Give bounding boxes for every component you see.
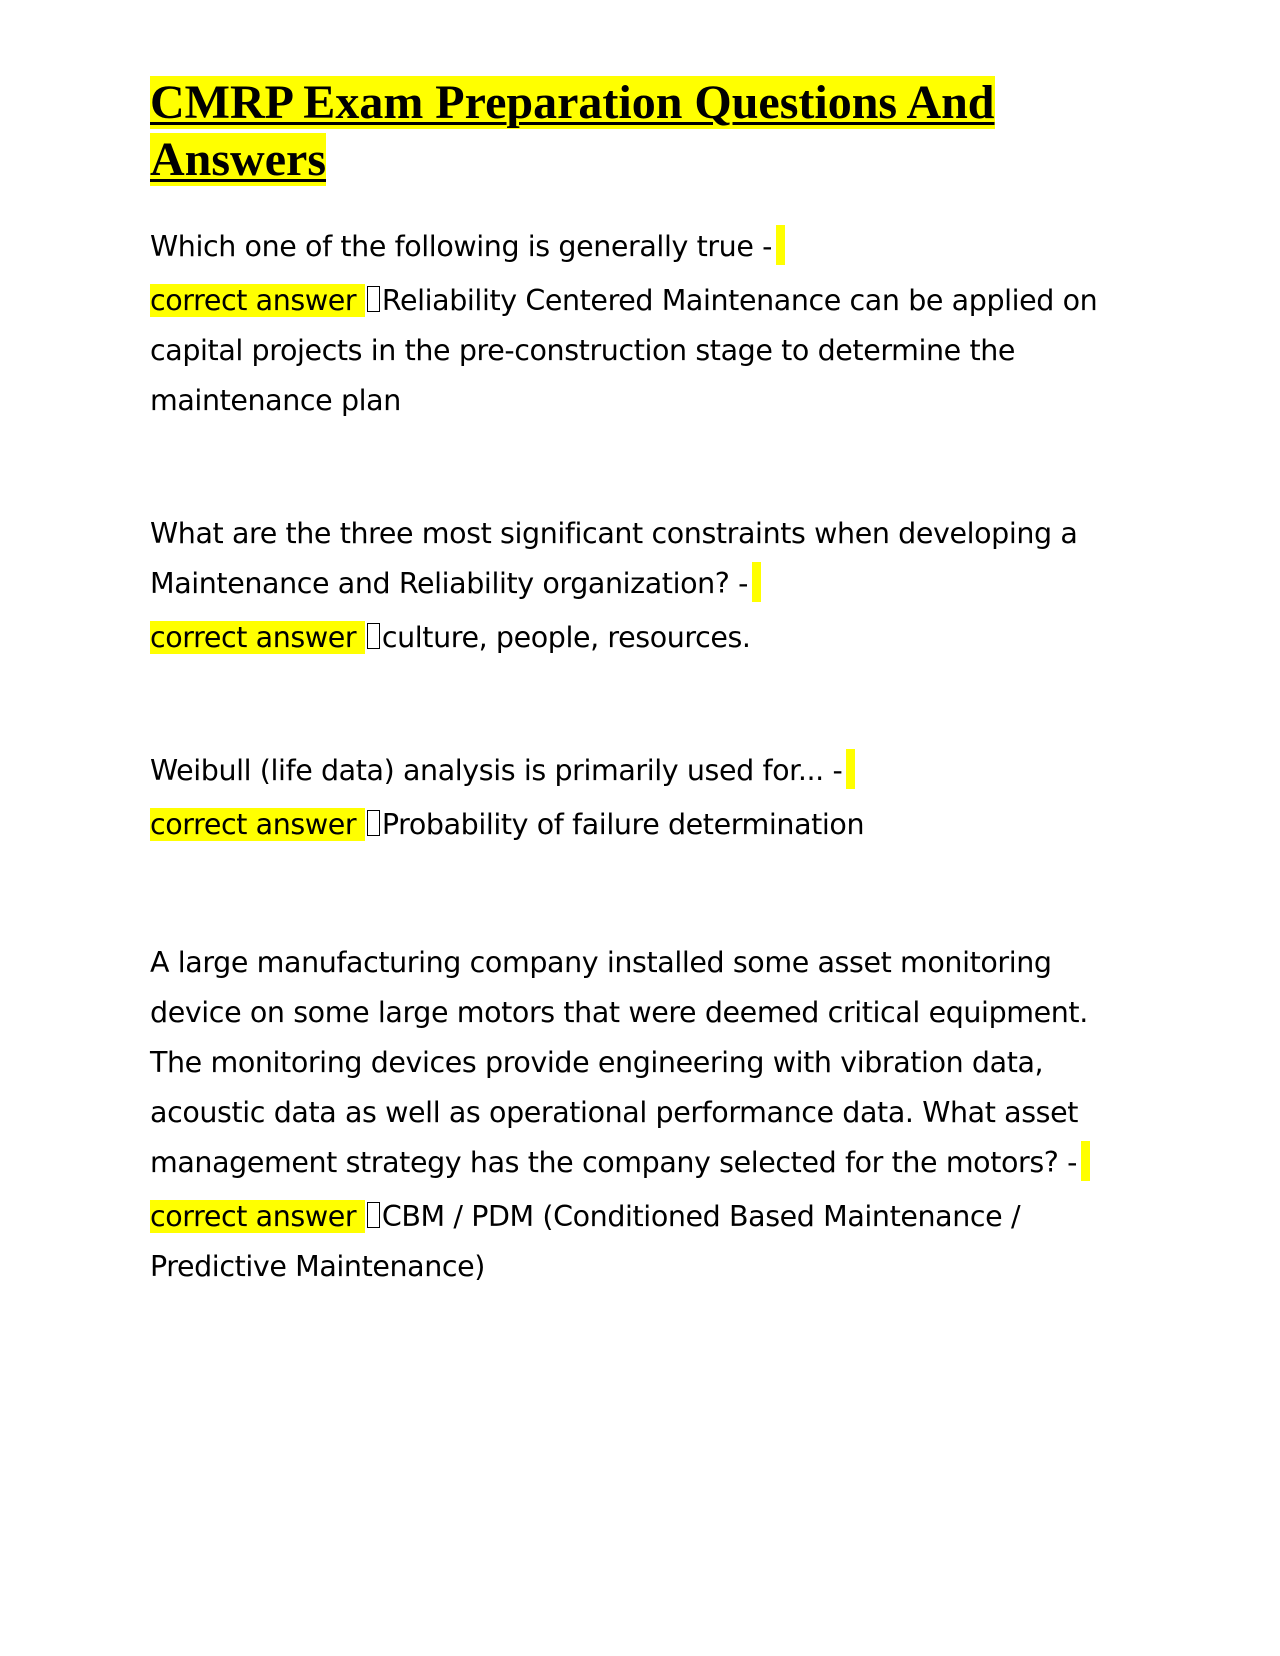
question-1-text: Which one of the following is generally true - [150,230,773,263]
title-highlight: CMRP Exam Preparation Questions And Answers [150,76,995,186]
answer-label: correct answer [150,284,365,317]
highlight-marker [846,749,855,789]
answer-label: correct answer [150,621,365,654]
question-3-text: Weibull (life data) analysis is primarily used for... - [150,754,843,787]
question-4-text: A large manufacturing company installed some asset monitoring device on some large motors that were deemed critical equipment. The monitoring devices provide engineering with vibration data, acoustic data as well as operational performance data. What asset management strategy has the company selected for the motors? - [150,946,1088,1179]
answer-label: correct answer [150,1200,365,1233]
highlight-marker [752,562,761,602]
highlight-marker [776,225,785,265]
answer-3-text: Probability of failure determination [381,808,865,841]
missing-glyph-box-icon [367,810,380,836]
question-text [150,746,1130,796]
answer-2-text: culture, people, resources. [381,621,751,654]
question-text [150,222,1130,272]
question-2-text: What are the three most significant constraints when developing a Maintenance and Reliability organization? - [150,517,1078,600]
qa-item-2 [150,509,1130,663]
answer-text [150,800,1130,850]
document-title [150,74,1130,188]
answer-1-text: Reliability Centered Maintenance can be applied on capital projects in the pre-construction stage to determine the maintenance plan [150,284,1098,417]
answer-4-text: CBM / PDM (Conditioned Based Maintenance / Predictive Maintenance) [150,1200,1021,1283]
qa-item-4 [150,938,1130,1292]
qa-item-1 [150,222,1130,426]
answer-label: correct answer [150,808,365,841]
missing-glyph-box-icon [367,1202,380,1228]
highlight-marker [1081,1141,1090,1181]
qa-item-3 [150,746,1130,850]
answer-text [150,613,1130,663]
answer-text [150,1192,1130,1292]
missing-glyph-box-icon [367,623,380,649]
missing-glyph-box-icon [367,286,380,312]
question-text [150,509,1130,609]
question-text [150,938,1130,1188]
answer-text [150,276,1130,426]
document-page [150,74,1130,210]
